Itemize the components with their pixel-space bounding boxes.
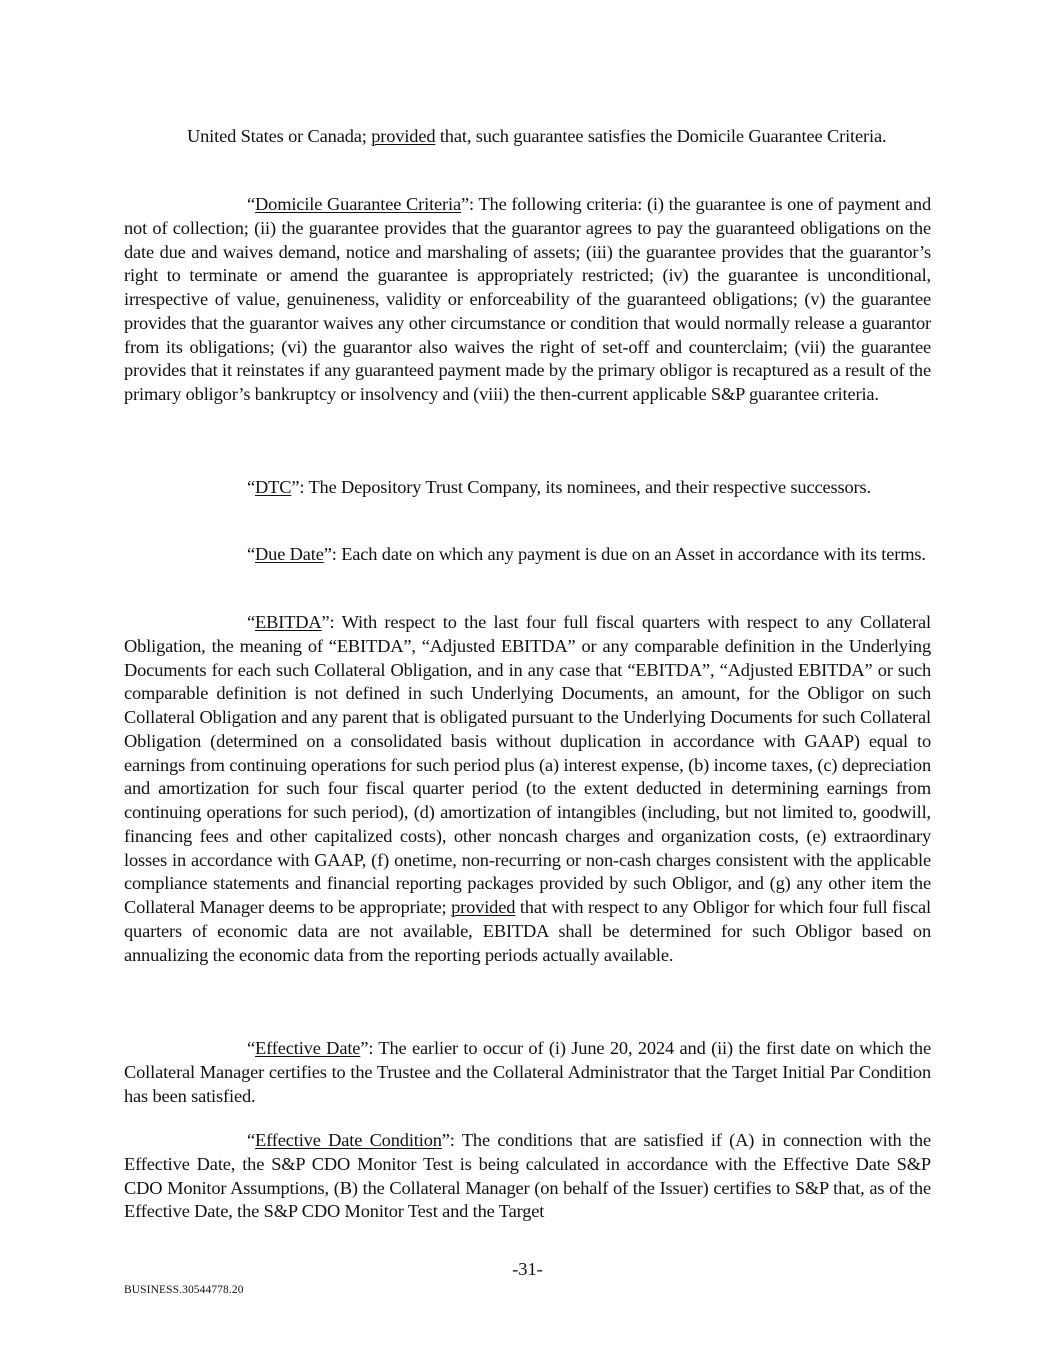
- close-quote: ”:: [323, 544, 342, 564]
- page-number: -31-: [512, 1259, 543, 1279]
- definition-ebitda: [124, 611, 931, 967]
- underlined-term-provided: provided: [371, 126, 436, 146]
- close-quote: ”:: [321, 612, 342, 632]
- close-quote: ”:: [291, 477, 309, 497]
- defined-term: Domicile Guarantee Criteria: [255, 194, 462, 214]
- paragraph-text: that, such guarantee satisfies the Domicile Guarantee Criteria.: [435, 126, 887, 146]
- open-quote: “: [247, 477, 256, 497]
- definition-body: The following criteria: (i) the guarantee is one of payment and not of collection; (ii) the guarantee provides that the guarantor agrees to pay the guaranteed obligations on the date due and waives demand, notice and marshaling of assets; (iii) the guarantee provides that the guarantor’s right to terminate or amend the guarantee is appropriately restricted; (iv) the guarantee is unconditional, irrespective of value, genuineness, validity or enforceability of the guaranteed obligations; (v) the guarantee provides that the guarantor waives any other circumstance or condition that would normally release a guarantor from its obligations; (vi) the guarantor also waives the right of set-off and counterclaim; (vii) the guarantee provides that it reinstates if any guaranteed payment made by the primary obligor is recaptured as a result of the primary obligor’s bankruptcy or insolvency and (viii) the then-current applicable S&P guarantee criteria.: [124, 194, 932, 404]
- definition-domicile-guarantee-criteria: [124, 193, 931, 407]
- open-quote: “: [247, 1130, 256, 1150]
- definition-body: The earlier to occur of (i) June 20, 2024 and (ii) the first date on which the Collateral Manager certifies to the Trustee and the Collateral Administrator that the Target Initial Par Condition has been satisfied.: [124, 1038, 931, 1106]
- defined-term: EBITDA: [255, 612, 322, 632]
- definition-body: Each date on which any payment is due on an Asset in accordance with its terms.: [341, 544, 926, 564]
- underlined-term-provided: provided: [451, 897, 516, 917]
- open-quote: “: [247, 1038, 256, 1058]
- open-quote: “: [247, 194, 256, 214]
- defined-term: DTC: [255, 477, 292, 497]
- close-quote: ”:: [461, 194, 479, 214]
- open-quote: “: [247, 612, 256, 632]
- definition-dtc: [124, 476, 931, 500]
- paragraph-text: United States or Canada;: [187, 126, 372, 146]
- close-quote: ”:: [360, 1038, 379, 1058]
- definition-due-date: [124, 543, 931, 567]
- open-quote: “: [247, 544, 256, 564]
- definition-effective-date: [124, 1037, 931, 1108]
- defined-term: Effective Date: [255, 1038, 361, 1058]
- defined-term: Effective Date Condition: [255, 1130, 442, 1150]
- definition-body: The Depository Trust Company, its nominees, and their respective successors.: [308, 477, 871, 497]
- document-id: BUSINESS.30544778.20: [124, 1284, 244, 1296]
- close-quote: ”:: [441, 1130, 462, 1150]
- definition-body: that with respect to any Obligor for which four full fiscal quarters of economic data are not available, EBITDA shall be determined for such Obligor based on annualizing the economic data from the reporting periods actually available.: [124, 897, 931, 965]
- continuation-paragraph: [187, 125, 931, 149]
- defined-term: Due Date: [255, 544, 324, 564]
- definition-body: With respect to the last four full fiscal quarters with respect to any Collateral Obligation, the meaning of “EBITDA”, “Adjusted EBITDA” or any comparable definition in the Underlying Documents for each such Collateral Obligation, and in any case that “EBITDA”, “Adjusted EBITDA” or such comparable definition is not defined in such Underlying Documents, an amount, for the Obligor on such Collateral Obligation and any parent that is obligated pursuant to the Underlying Documents for such Collateral Obligation (determined on a consolidated basis without duplication in accordance with GAAP) equal to earnings from continuing operations for such period plus (a) interest expense, (b) income taxes, (c) depreciation and amortization for such four fiscal quarter period (to the extent deducted in determining earnings from continuing operations for such period), (d) amortization of intangibles (including, but not limited to, goodwill, financing fees and other capitalized costs), other noncash charges and organization costs, (e) extraordinary losses in accordance with GAAP, (f) onetime, non-recurring or non-cash charges consistent with the applicable compliance statements and financial reporting packages provided by such Obligor, and (g) any other item the Collateral Manager deems to be appropriate;: [124, 612, 931, 917]
- definition-effective-date-condition: [124, 1129, 931, 1224]
- definition-body: The conditions that are satisfied if (A) in connection with the Effective Date, the S&P CDO Monitor Test is being calculated in accordance with the Effective Date S&P CDO Monitor Assumptions, (B) the Collateral Manager (on behalf of the Issuer) certifies to S&P that, as of the Effective Date, the S&P CDO Monitor Test and the Target: [124, 1130, 931, 1222]
